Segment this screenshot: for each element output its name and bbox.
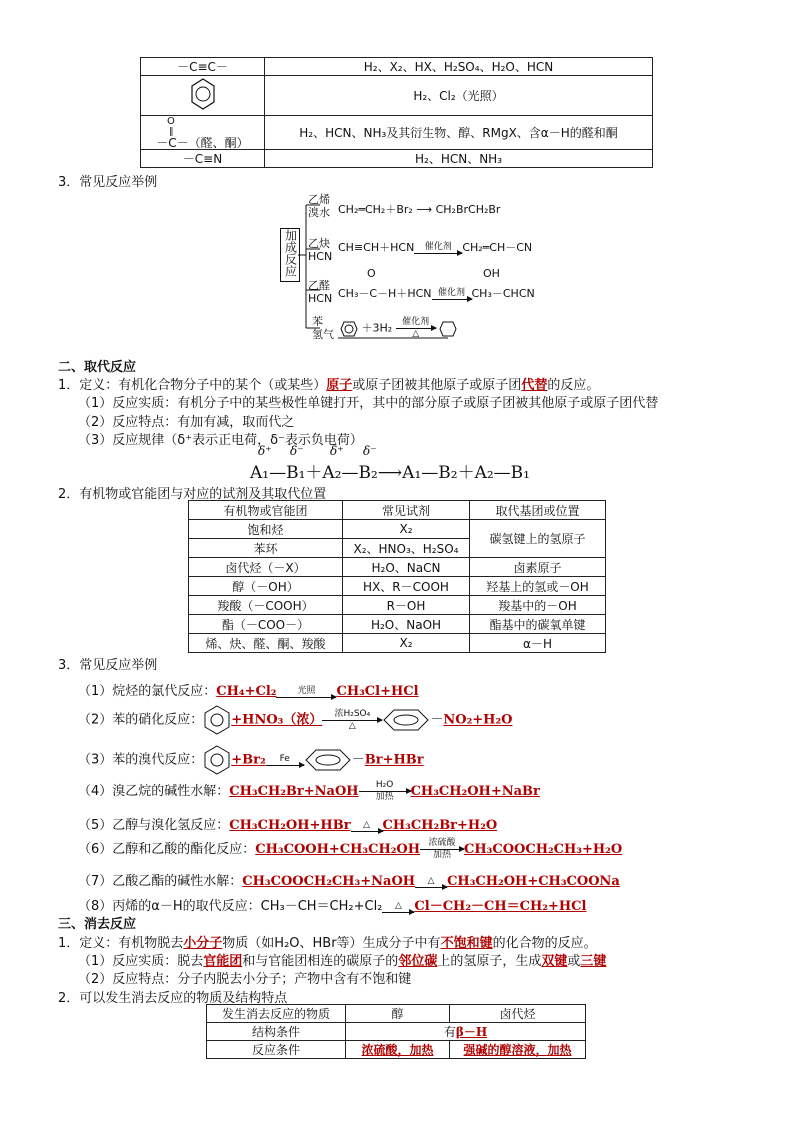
eq-acetylene: CH≡CH＋HCN 催化剂 CH₂═CH－CN: [338, 241, 533, 254]
group-carbonyl: [141, 116, 265, 150]
example-6: （6）乙醇和乙酸的酯化反应：CH₃COOH+CH₃CH₂OH 浓硫酸 加热 CH₃COOCH₂CH₃+H₂O: [78, 838, 623, 860]
sec2-p1: （1）反应实质：有机分子中的某些极性单键打开，其中的部分原子或原子团被其他原子或原子团代替: [78, 396, 659, 411]
reagents-carbonyl: H₂、HCN、NH₃及其衍生物、醇、RMgX、含α－H的醛和酮: [265, 116, 653, 150]
reagents-benzene: H₂、Cl₂（光照）: [265, 76, 653, 116]
addition-reagent-table: [140, 57, 653, 168]
sec3-h2: 2．可以发生消去反应的物质及结构特点: [58, 991, 288, 1006]
addition-diagram: 加成反应 乙烯 溴水 CH₂═CH₂＋Br₂ ⟶ CH₂BrCH₂Br 乙炔 HCN CH≡CH＋HCN 催化剂 CH₂═CH－CN 乙醛 HCN O OH CH₃－C－H＋HCN 催化剂 CH₃－CHCN 苯 氢气 ＋3H₂ 催化剂 △: [280, 193, 540, 348]
benzene-ring-icon: [203, 705, 231, 735]
sec2-definition: 1．定义：有机化合物分子中的某个（或某些）原子或原子团被其他原子或原子团代替的反应。: [58, 378, 600, 393]
example-7: （7）乙酸乙酯的碱性水解：CH₃COOCH₂CH₃+NaOH △ CH₃CH₂OH+CH₃COONa: [78, 874, 620, 889]
sec2-title: 二、取代反应: [58, 360, 137, 375]
sec3-definition: 1．定义：有机物脱去小分子物质（如H₂O、HBr等）生成分子中有不饱和键的化合物的反应。: [58, 936, 597, 951]
sec2-p2: （2）反应特点：有加有减，取而代之: [78, 415, 295, 430]
benzene-ring-icon: [203, 745, 231, 775]
eq-benzene-h2: ＋3H₂ 催化剂 △: [340, 317, 457, 340]
benzene-ring-icon: [340, 321, 358, 337]
example-1: （1）烷烃的氯代反应：CH₄+Cl₂ 光照 CH₃Cl+HCl: [78, 684, 419, 699]
benzene-ring-icon: [382, 709, 430, 731]
example-5: （5）乙醇与溴化氢反应：CH₃CH₂OH+HBr △ CH₃CH₂Br+H₂O: [78, 818, 498, 833]
carbonyl-o: O: [167, 116, 175, 127]
addition-side-box: 加成反应: [280, 228, 300, 282]
reagents-alkyne: H₂、X₂、HX、H₂SO₄、H₂O、HCN: [265, 58, 653, 76]
sec2-h2: 2．有机物或官能团与对应的试剂及其取代位置: [58, 487, 327, 502]
example-3: （3）苯的溴代反应： +Br₂ Fe －Br+HBr: [78, 745, 424, 775]
cyclohexane-icon: [439, 321, 457, 337]
sec2-h3: 3．常见反应举例: [58, 658, 158, 673]
sec2-p3: （3）反应规律（δ⁺表示正电荷，δ⁻表示负电荷）: [78, 433, 363, 448]
benzene-ring-icon: [190, 77, 216, 111]
eq-acetaldehyde: CH₃－C－H＋HCN 催化剂 CH₃－CHCN: [338, 287, 535, 300]
add-examples-heading: 3．常见反应举例: [58, 175, 158, 190]
sec3-p1: （1）反应实质：脱去官能团和与官能团相连的碳原子的邻位碳上的氢原子，生成双键或三键: [78, 954, 607, 969]
carbonyl-text: －C－（醛、酮）: [156, 136, 249, 150]
benzene-ring-icon: [304, 749, 352, 771]
carbonyl-bond: ‖: [169, 127, 174, 137]
example-2: （2）苯的硝化反应： +HNO₃（浓） 浓H₂SO₄ △ －NO₂+H₂O: [78, 705, 512, 735]
eq-ethylene: CH₂═CH₂＋Br₂ ⟶ CH₂BrCH₂Br: [338, 203, 501, 216]
example-8: （8）丙烯的α－H的取代反应：CH₃－CH＝CH₂+Cl₂ △ Cl－CH₂－CH＝CH₂+HCl: [78, 899, 587, 914]
elimination-table: 发生消去反应的物质 醇 卤代烃 结构条件 有β－H 反应条件 浓硫酸，加热 强碱的醇溶液，加热: [206, 1004, 586, 1059]
sec3-p2: （2）反应特点：分子内脱去小分子；产物中含有不饱和键: [78, 972, 412, 987]
substitution-table: 有机物或官能团 常见试剂 取代基团或位置 饱和烃 X₂ 碳氢键上的氢原子 苯环 X₂、HNO₃、H₂SO₄ 卤代烃（－X） H₂O、NaCN 卤素原子 醇（－OH） HX、R－COOH 羟基上的氢或－OH 羧酸（－COOH） R－OH 羧基中的－OH 酯（－COO－） H₂O、NaOH 酯基中的碳氧单键 烯、炔、醛、酮、羧酸 X₂ α－H: [188, 500, 606, 653]
group-alkyne: －C≡C－: [141, 58, 265, 76]
reagents-nitrile: H₂、HCN、NH₃: [265, 150, 653, 168]
substitution-rule: A₁—B₁＋A₂—B₂⟶A₁—B₂＋A₂—B₁: [250, 463, 530, 483]
sec3-title: 三、消去反应: [58, 917, 137, 932]
example-4: （4）溴乙烷的碱性水解：CH₃CH₂Br+NaOH H₂O 加热 CH₃CH₂OH+NaBr: [78, 780, 540, 802]
group-benzene: [141, 76, 265, 116]
group-nitrile: －C≡N: [141, 150, 265, 168]
